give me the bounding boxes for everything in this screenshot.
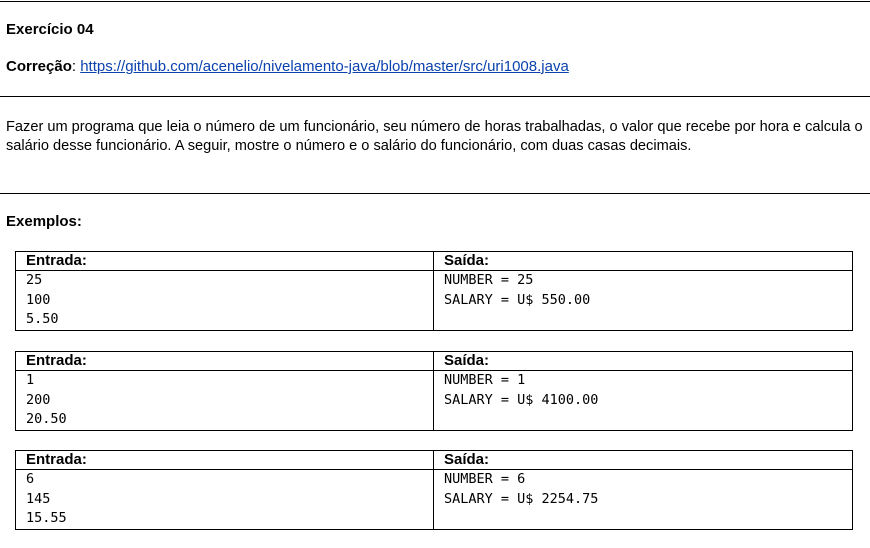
output-cell xyxy=(434,271,853,331)
input-line: 200 xyxy=(26,391,51,408)
input-cell xyxy=(16,371,434,431)
divider-2 xyxy=(0,193,870,194)
output-header: Saída: xyxy=(434,451,853,470)
output-line: SALARY = U$ 2254.75 xyxy=(444,490,599,507)
example-table-2 xyxy=(15,351,853,431)
output-header: Saída: xyxy=(434,352,853,371)
exercise-description: Fazer um programa que leia o número de um funcionário, seu número de horas trabalhadas, o valor que recebe por hora e calcula o salário desse funcionário. A seguir, mostre o número e o salário do funcionário, com duas casas decimais. xyxy=(6,119,863,154)
output-line: NUMBER = 1 xyxy=(444,372,526,388)
input-line: 15.55 xyxy=(26,510,67,526)
input-line: 5.50 xyxy=(26,311,59,327)
input-line: 145 xyxy=(26,490,51,507)
example-table-1 xyxy=(15,251,853,331)
output-header: Saída: xyxy=(434,252,853,271)
input-header: Entrada: xyxy=(16,352,434,371)
input-line: 25 xyxy=(26,272,43,288)
correction-line xyxy=(6,58,569,75)
correction-separator: : xyxy=(71,58,77,75)
input-line: 1 xyxy=(26,372,35,388)
correction-label: Correção xyxy=(6,58,72,75)
output-line: SALARY = U$ 4100.00 xyxy=(444,391,599,408)
input-cell xyxy=(16,271,434,331)
input-line: 6 xyxy=(26,471,35,487)
output-cell xyxy=(434,371,853,431)
output-line: SALARY = U$ 550.00 xyxy=(444,291,591,308)
correction-link[interactable]: https://github.com/acenelio/nivelamento-java/blob/master/src/uri1008.java xyxy=(80,58,569,75)
output-line: NUMBER = 25 xyxy=(444,272,534,288)
input-line: 20.50 xyxy=(26,411,67,427)
input-cell xyxy=(16,470,434,530)
output-line: NUMBER = 6 xyxy=(444,471,526,487)
exercise-title: Exercício 04 xyxy=(6,21,94,38)
top-divider xyxy=(0,1,870,2)
input-line: 100 xyxy=(26,291,51,308)
examples-heading: Exemplos: xyxy=(6,213,82,230)
example-table-3 xyxy=(15,450,853,530)
output-cell xyxy=(434,470,853,530)
input-header: Entrada: xyxy=(16,451,434,470)
divider-1 xyxy=(0,96,870,97)
input-header: Entrada: xyxy=(16,252,434,271)
